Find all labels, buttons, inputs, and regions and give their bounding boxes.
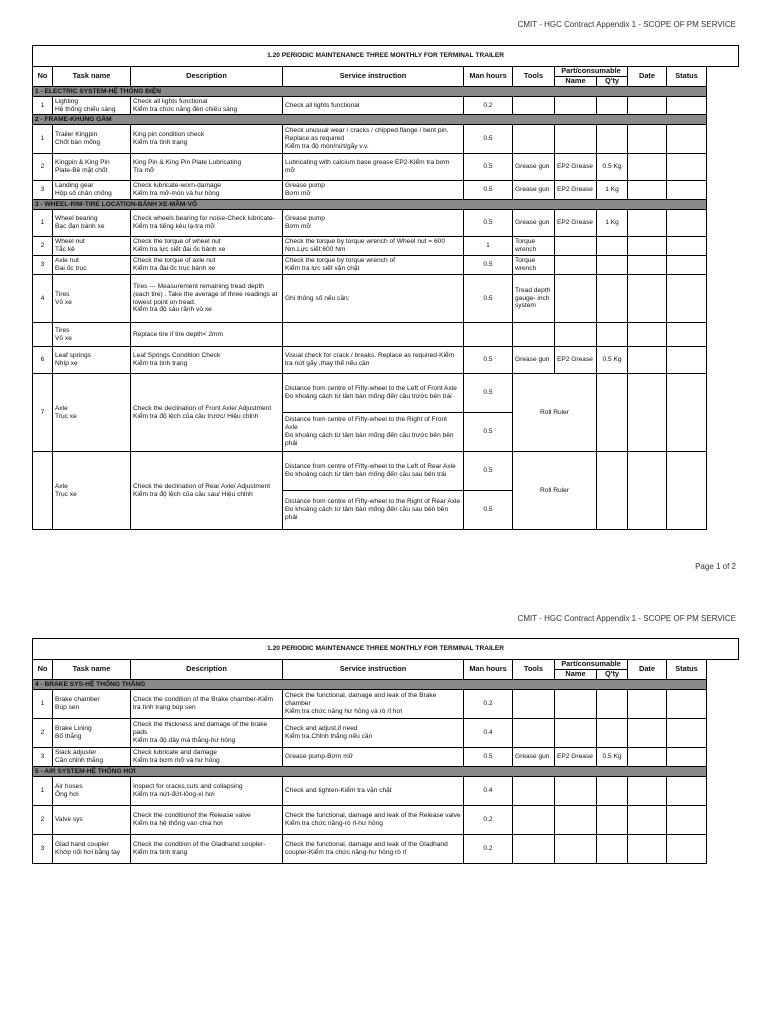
col-name: Name [555,77,597,87]
col-qty: Q'ty [597,77,628,87]
table-row: 2 Wheel nut Tắc kê Check the torque of wheel nut Kiểm tra lực siết đai ốc bánh xe Check the torque by torque wrench of Wheel nut = 600 Nm.Lực siết:600 Nm 1 Torque wrench [33,237,739,256]
column-header-row [33,660,739,670]
sheet-title: 1.20 PERIODIC MAINTENANCE THREE MONTHLY FOR TERMINAL TRAILER [33,46,739,67]
table-row: Distance from centre of Fifty-wheel to the Right of Front Axle Đo khoảng cách từ tâm bàn mống đến cầu trước bên bên phải 0.5 [33,413,739,452]
table-row: 1 Trailer Kingpin Chốt bàn mống King pin condition check Kiểm tra tình trạng Check unusual wear / cracks / chipped flange / bent pin. Replace as required Kiểm tra độ mòn/nứt/gãy v.v. 0.5 [33,125,739,154]
col-man-hours: Man hours [464,67,513,87]
col-service: Service instruction [283,67,464,87]
section-header: 3 - WHEEL-RIM-TIRE LOCATION-BÁNH XE-MÂM-VỎ [33,200,739,210]
section-header: 4 - BRAKE SYS-HỆ THỐNG THẮNG [33,680,739,690]
sheet-title: 1.20 PERIODIC MAINTENANCE THREE MONTHLY FOR TERMINAL TRAILER [33,639,739,660]
section-header: 2 - FRAME-KHUNG GẦM [33,115,739,125]
table-row: 2 Kingpin & King Pin Plate-Bề mặt chốt King Pin & King Pin Plate Lubricating Tra mỡ Lubricating with calcium base grease EP2-Kiểm tra bơm mỡ 0.5 Grease gun EP2 Grease 0.5 Kg [33,154,739,181]
col-no: No [33,660,53,680]
col-service: Service instruction [283,660,464,680]
table-row: 1 Lighting Hệ thống chiếu sáng Check all lights functional Kiểm tra chức năng đèn chiếu sáng Check all lights functional 0.2 [33,97,739,115]
table-row: 1 Air hoses Ống hơi Inspect for cracks,cuts and collapsing Kiểm tra nứt-đứt-lỏng-xì hơi Check and tighten-Kiểm tra vặn chặt 0.4 [33,777,739,806]
table-row: 3 Landing gear Hộp số chân chống Check lubricate-worn-damage Kiểm tra mỡ-mòn và hư hỏng Grease pump Bơm mỡ 0.5 Grease gun EP2 Grease 1 Kg [33,181,739,200]
section-header: 1 - ELECTRIC SYSTEM-HỆ THỐNG ĐIỆN [33,87,739,97]
col-name: Name [555,670,597,680]
page-2 [0,600,768,1024]
col-man-hours: Man hours [464,660,513,680]
page-number: Page 1 of 2 [695,562,736,571]
col-task: Task name [53,660,131,680]
table-row: Tires Vỏ xe Replace tire if tire depth< 2mm [33,323,739,347]
col-part: Part/consumable [555,67,628,77]
table-row: Distance from centre of Fifty-wheel to the Right of Rear Axle Đo khoảng cách từ tâm bàn mống đến cầu sau bên bên phải 0.5 [33,491,739,530]
col-pad [707,660,739,680]
table-row: 6 Leaf springs Nhíp xe Leaf Springs Condition Check Kiểm tra tình trạng Visual check for crack / breaks. Replace as required-Kiểm tra nứt gãy ,thay thế nếu cần 0.5 Grease gun EP2 Grease 0.5 Kg [33,347,739,374]
col-desc: Description [131,660,283,680]
maintenance-table [32,638,739,864]
table-row: 1 Wheel bearing Bạc đạn bánh xe Check wheels bearing for noise-Check lubricate-Kiểm tra tiếng kêu lạ-tra mỡ Grease pump Bơm mỡ 0.5 Grease gun EP2 Grease 1 Kg [33,210,739,237]
col-qty: Q'ty [597,670,628,680]
page-header: CMIT - HGC Contract Appendix 1 - SCOPE OF PM SERVICE [517,20,736,29]
table-row: 7 Axle Trục xe Check the declination of Front Axle/ Adjustment Kiểm tra độ lệch của cầu trước/ Hiệu chỉnh Distance from centre of Fifty-wheel to the Left of Front Axle Đo khoảng cách từ tâm bàn mống đến cầu trước bên trái 0.5 Roll Ruler [33,374,739,413]
maintenance-table [32,45,739,530]
col-tools: Tools [513,660,555,680]
col-date: Date [628,67,667,87]
table-row: 3 Axle nut Đai ốc trục Check the torque of axle nut Kiểm tra đai ốc trục bánh xe Check the torque by torque wrench of Kiểm tra lực siết vặn chặt 0.5 Torque wrench [33,256,739,275]
col-no: No [33,67,53,87]
section-header: 5 - AIR SYSTEM-HỆ THỐNG HƠI [33,767,739,777]
page-header: CMIT - HGC Contract Appendix 1 - SCOPE OF PM SERVICE [517,614,736,623]
table-row: 4 Tires Vỏ xe Tires --- Measurement remaining tread depth (each tire) . Take the average of three readings at lowest point on tread. Kiểm tra độ sâu rãnh vỏ xe Ghi thông số nếu cần: 0.5 Tread depth gauge- inch system [33,275,739,323]
table-row: 1 Brake chamber Búp sen Check the condition of the Brake chamber-Kiểm tra tình trạng búp sen Check the functional, damage and leak of the Brake chamber Kiểm tra chức năng hư hỏng và rò rỉ hơi 0.2 [33,690,739,719]
col-task: Task name [53,67,131,87]
table-row: 2 Valve sys Check the conditionof the Release valve Kiểm tra hệ thống van chia hơi Check the functional, damage and leak of the Release valve Kiểm tra chức năng-rò rỉ-hư hỏng 0.2 [33,806,739,835]
column-header-row [33,67,739,77]
table-row: 2 Brake Lining Bố thắng Check the thickness and damage of the brake pads Kiểm tra độ dầy má thắng-hư hỏng Check and adjust,if need Kiểm tra.Chỉnh thắng nếu cần 0.4 [33,719,739,748]
col-date: Date [628,660,667,680]
col-status: Status [667,67,707,87]
col-part: Part/consumable [555,660,628,670]
table-row: 3 Glad hand coupler Khớp nối hơi bằng tay Check the condition of the Gladhand coupler-Kiểm tra tình trạng Check the functional, damage and leak of the Gladhand coupler-Kiểm tra chức năng-hư hỏng rò rỉ 0.2 [33,835,739,864]
col-pad [707,67,739,87]
table-row: 3 Slack adjuster Cần chỉnh thắng Check lubricate and damage Kiểm tra bơm mỡ và hư hỏng Grease pump-Bơm mỡ 0.5 Grease gun EP2 Grease 0.5 Kg [33,748,739,767]
col-status: Status [667,660,707,680]
col-desc: Description [131,67,283,87]
col-tools: Tools [513,67,555,87]
table-row: Axle Trục xe Check the declination of Rear Axle/ Adjustment Kiểm tra độ lệch của cầu sau/ Hiệu chỉnh Distance from centre of Fifty-wheel to the Left of Rear Axle Đo khoảng cách từ tâm bàn mống đến cầu sau bên trái 0.5 Roll Ruler [33,452,739,491]
